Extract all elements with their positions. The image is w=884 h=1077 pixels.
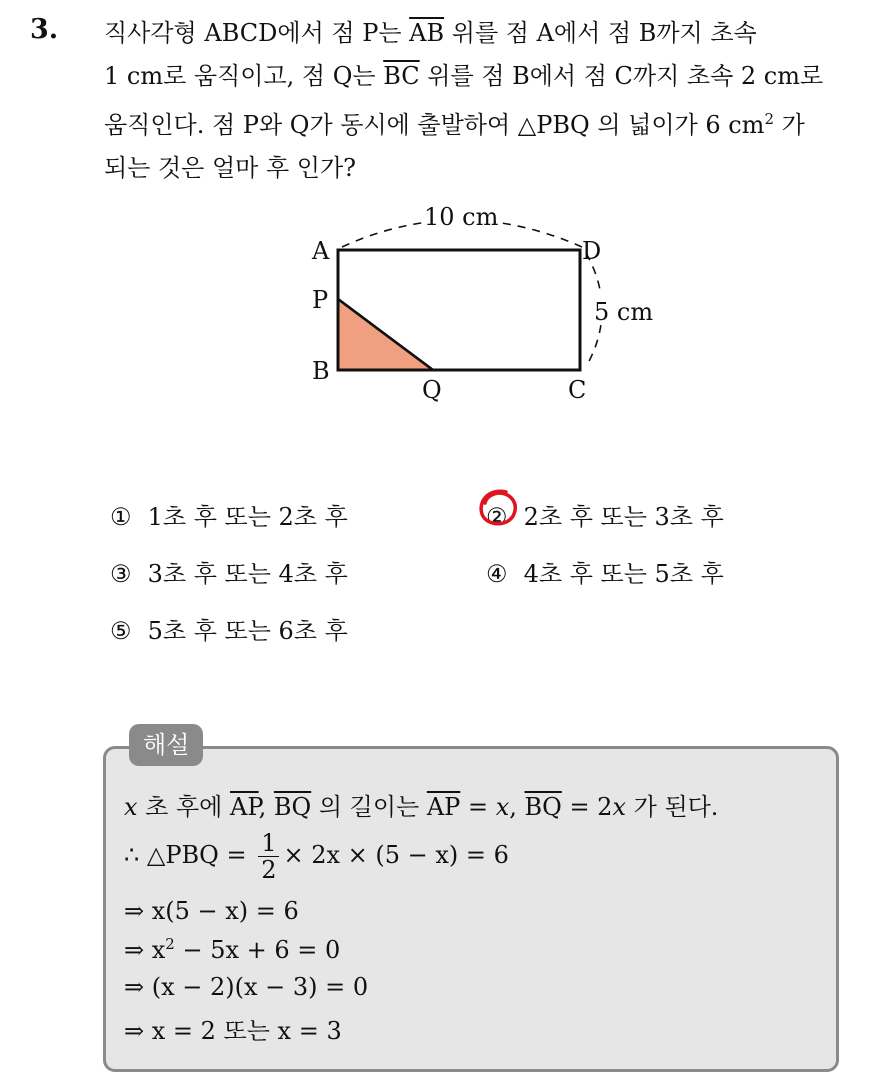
fraction-half: $\frac{1}{2}$ xyxy=(258,830,279,883)
option-text: 1초 후 또는 2초 후 xyxy=(147,503,348,531)
solution-line-5: ⇒ (x − 2)(x − 3) = 0 xyxy=(124,973,369,1001)
option-text: 5초 후 또는 6초 후 xyxy=(147,617,348,645)
option-1[interactable] xyxy=(110,497,348,532)
question-text xyxy=(104,12,864,190)
label-q: Q xyxy=(422,376,442,404)
question-line-3: 움직인다. 점 P와 Q가 동시에 출발하여 △PBQ 의 넓이가 6 $cm^2$ 가 xyxy=(104,110,805,139)
question-line-4: 되는 것은 얼마 후 인가? xyxy=(104,154,357,182)
solution-line-6: ⇒ x = 2 또는 x = 3 xyxy=(124,1017,342,1045)
label-d: D xyxy=(582,237,602,265)
option-mark: ① xyxy=(110,503,132,531)
option-text: 4초 후 또는 5초 후 xyxy=(523,560,724,588)
answer-circle-icon xyxy=(476,486,520,530)
label-width: 10 cm xyxy=(424,203,499,231)
solution-line-1: x 초 후에 $\overline{AP}$, $\overline{BQ}$ 의 길이는 $\overline{AP} = x$, $\overline{BQ} = 2x$ 가 된다. xyxy=(124,793,719,821)
option-mark: ② xyxy=(486,503,508,531)
question-line-1: 직사각형 ABCD에서 점 P는 $\overline{AB}$ 위를 점 A에서 점 B까지 초속 xyxy=(104,19,757,47)
option-mark: ③ xyxy=(110,560,132,588)
option-2[interactable] xyxy=(486,497,724,532)
option-mark: ④ xyxy=(486,560,508,588)
option-text: 3초 후 또는 4초 후 xyxy=(147,560,348,588)
option-5[interactable] xyxy=(110,611,348,646)
segment-bc: $\overline{BC}$ xyxy=(383,62,420,90)
option-4[interactable] xyxy=(486,554,724,589)
solution-line-3: ⇒ x(5 − x) = 6 xyxy=(124,897,299,925)
solution-tab: 해설 xyxy=(129,724,203,766)
solution-line-4: ⇒ $x^2 - 5x + 6 = 0$ xyxy=(124,935,341,964)
question-line-2: 1 cm로 움직이고, 점 Q는 $\overline{BC}$ 위를 점 B에서 점 C까지 초속 2 cm로 xyxy=(104,62,824,90)
label-height: 5 cm xyxy=(594,298,654,326)
area-exponent: 2 xyxy=(764,110,774,128)
label-b: B xyxy=(312,357,330,385)
segment-ab: $\overline{AB}$ xyxy=(409,19,445,47)
option-text: 2초 후 또는 3초 후 xyxy=(523,503,724,531)
solution-line-2: ∴ △PBQ = $\frac{1}{2}$ × 2x × (5 − x) = 6 xyxy=(124,829,509,884)
question-number: 3. xyxy=(30,14,59,45)
rectangle-figure xyxy=(300,195,680,415)
label-c: C xyxy=(568,376,587,404)
label-a: A xyxy=(312,237,330,265)
option-mark: ⑤ xyxy=(110,617,132,645)
label-p: P xyxy=(312,286,329,314)
option-3[interactable] xyxy=(110,554,348,589)
